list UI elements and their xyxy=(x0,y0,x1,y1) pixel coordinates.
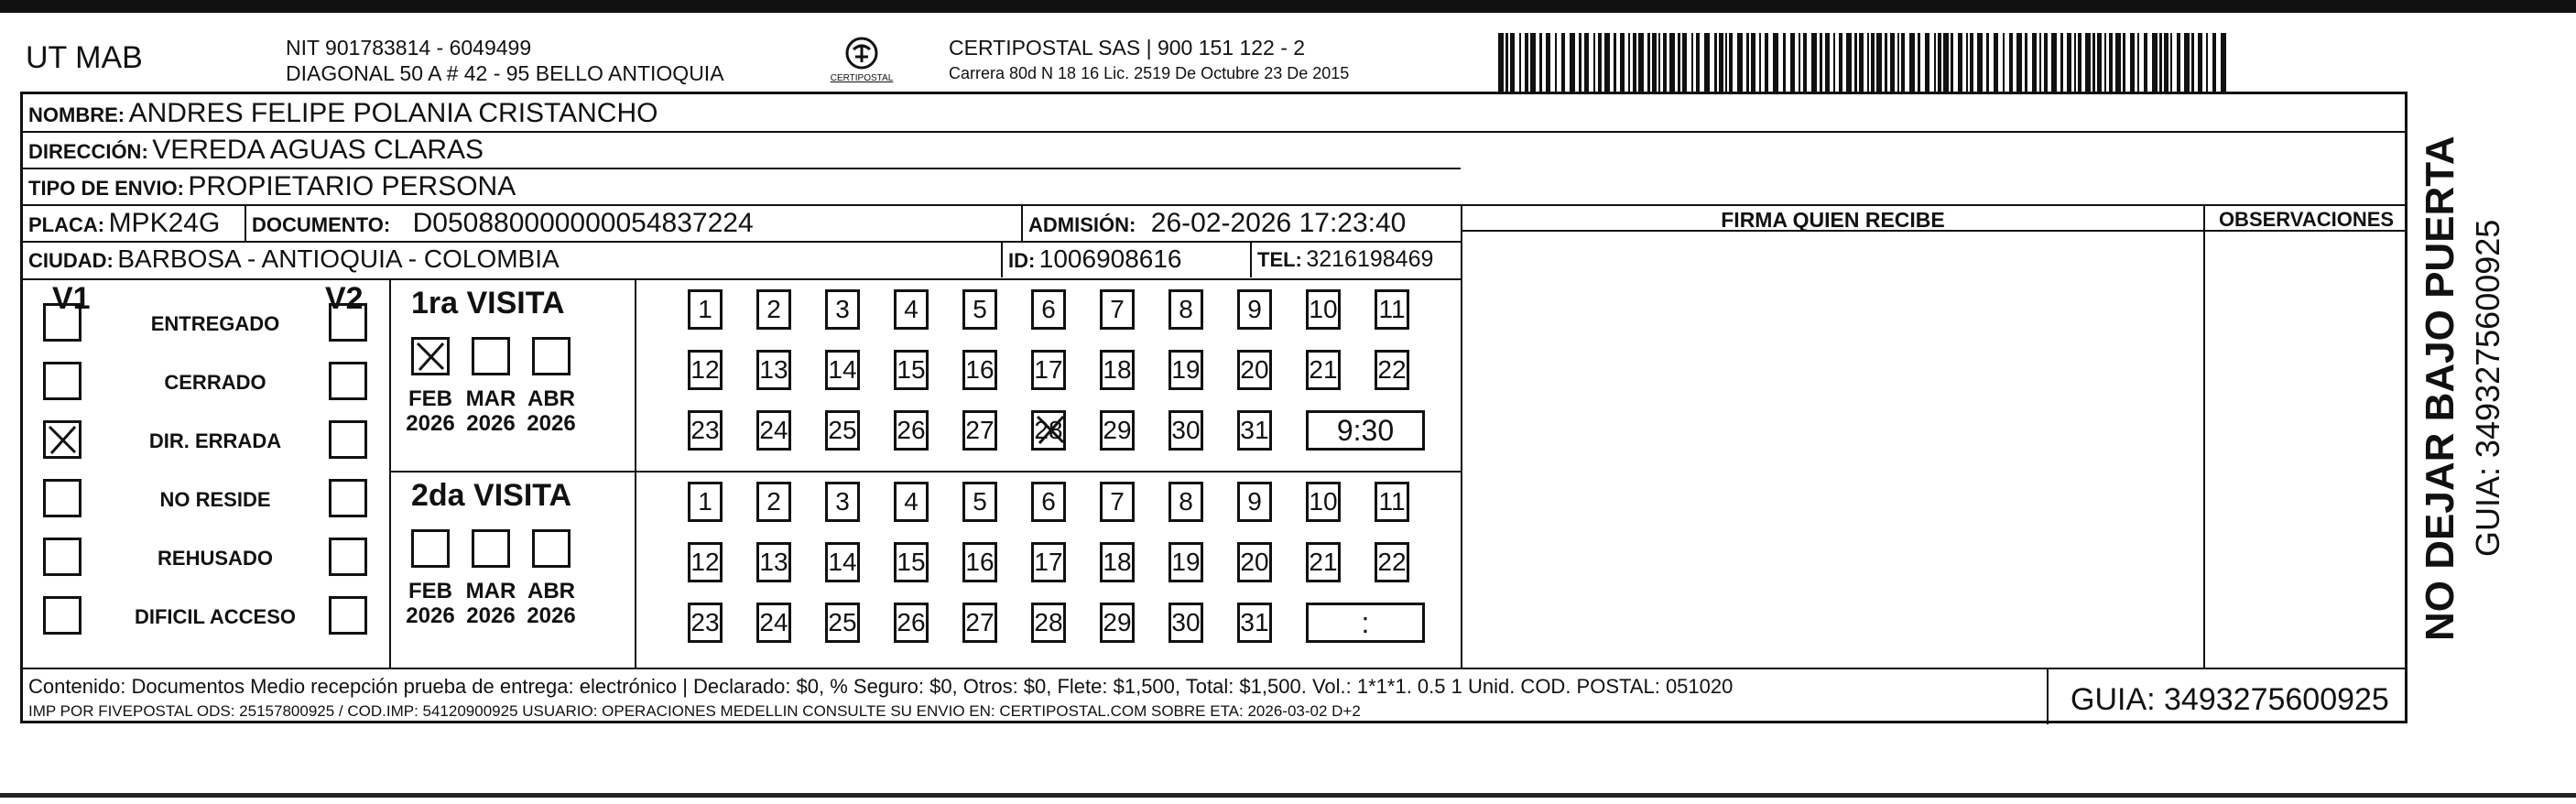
day-box[interactable]: 25 xyxy=(825,410,860,451)
day-box[interactable]: 10 xyxy=(1306,289,1341,330)
imp-text: IMP POR FIVEPOSTAL ODS: 25157800925 / COD.IMP: 54120900925 USUARIO: OPERACIONES MEDELLIN CONSULTE SU ENVIO EN: CERTIPOSTAL.COM SOBRE ETA: 2026-03-02 D+2 xyxy=(28,702,1361,720)
day-box[interactable]: 27 xyxy=(962,410,997,451)
day-box[interactable]: 11 xyxy=(1375,289,1409,330)
day-box[interactable]: 26 xyxy=(894,410,929,451)
month-checkbox[interactable] xyxy=(472,337,510,375)
direccion-label: DIRECCIÓN: xyxy=(28,140,148,163)
day-box[interactable]: 16 xyxy=(962,542,997,582)
ciudad-label: CIUDAD: xyxy=(28,249,114,272)
month-year: 2026 xyxy=(527,411,576,436)
day-box[interactable]: 17 xyxy=(1031,542,1066,582)
month-name: ABR xyxy=(527,386,575,411)
day-box[interactable]: 2 xyxy=(756,482,791,522)
day-box[interactable]: 7 xyxy=(1100,482,1135,522)
day-box[interactable]: 21 xyxy=(1306,350,1341,390)
month-name: ABR xyxy=(527,579,575,603)
day-box[interactable]: 12 xyxy=(688,350,723,390)
month-label xyxy=(403,386,458,436)
shipping-form xyxy=(20,92,2408,723)
day-box[interactable]: 1 xyxy=(688,289,723,330)
x-mark-icon xyxy=(414,340,447,373)
day-box[interactable]: 5 xyxy=(962,482,997,522)
v1-checkbox[interactable] xyxy=(43,303,82,342)
company-name: UT MAB xyxy=(26,40,143,75)
company-address: DIAGONAL 50 A # 42 - 95 BELLO ANTIOQUIA xyxy=(286,61,724,85)
day-box[interactable]: 11 xyxy=(1375,482,1409,522)
day-box[interactable]: 15 xyxy=(894,542,929,582)
day-box[interactable]: 22 xyxy=(1375,350,1409,390)
day-box[interactable]: 22 xyxy=(1375,542,1409,582)
admision-value: 26-02-2026 17:23:40 xyxy=(1150,208,1407,238)
status-label: DIR. ERRADA xyxy=(148,429,282,452)
nombre-value: ANDRES FELIPE POLANIA CRISTANCHO xyxy=(128,98,658,128)
v2-checkbox[interactable] xyxy=(329,420,367,459)
observaciones-header: OBSERVACIONES xyxy=(2218,208,2395,231)
day-box[interactable]: 10 xyxy=(1306,482,1341,522)
month-checkbox[interactable] xyxy=(472,529,510,568)
day-box[interactable]: 8 xyxy=(1168,482,1203,522)
day-box[interactable]: 31 xyxy=(1237,410,1272,451)
month-year: 2026 xyxy=(406,603,455,628)
day-box[interactable]: 16 xyxy=(962,350,997,390)
tipo-envio-label: TIPO DE ENVIO: xyxy=(28,177,184,200)
documento-label: DOCUMENTO: xyxy=(252,213,391,236)
top-edge xyxy=(0,0,2576,13)
day-box[interactable]: 13 xyxy=(756,350,791,390)
direccion-value: VEREDA AGUAS CLARAS xyxy=(152,135,484,165)
month-name: MAR xyxy=(465,579,516,603)
v1-checkbox[interactable] xyxy=(43,596,82,635)
day-box[interactable]: 28 xyxy=(1031,603,1066,643)
v2-checkbox[interactable] xyxy=(329,538,367,576)
no-dejar-warning: NO DEJAR BAJO PUERTA xyxy=(2418,136,2462,641)
day-box[interactable]: 30 xyxy=(1168,603,1203,643)
company-nit: NIT 901783814 - 6049499 xyxy=(286,36,532,60)
day-box[interactable]: 3 xyxy=(825,482,860,522)
barcode-image xyxy=(1498,33,2231,92)
day-box[interactable]: 6 xyxy=(1031,289,1066,330)
month-year: 2026 xyxy=(466,411,516,436)
day-box[interactable]: 14 xyxy=(825,542,860,582)
v2-checkbox[interactable] xyxy=(329,596,367,635)
day-box[interactable]: 9 xyxy=(1237,289,1272,330)
month-name: FEB xyxy=(408,579,452,603)
status-label: ENTREGADO xyxy=(150,312,280,335)
v1-checkbox[interactable] xyxy=(43,479,82,517)
month-checkbox[interactable] xyxy=(411,529,450,568)
day-box[interactable]: 28 xyxy=(1031,410,1066,451)
day-box[interactable]: 13 xyxy=(756,542,791,582)
day-box[interactable]: 17 xyxy=(1031,350,1066,390)
visit-title: 1ra VISITA xyxy=(411,286,565,321)
day-box[interactable]: 25 xyxy=(825,603,860,643)
day-box[interactable]: 15 xyxy=(894,350,929,390)
month-label xyxy=(403,579,458,628)
month-label xyxy=(463,579,518,628)
time-field[interactable]: 9:30 xyxy=(1306,410,1425,451)
v1-header: V1 xyxy=(52,281,91,316)
day-box[interactable]: 12 xyxy=(688,542,723,582)
day-box[interactable]: 26 xyxy=(894,603,929,643)
day-box[interactable]: 19 xyxy=(1168,350,1203,390)
month-label xyxy=(463,386,518,436)
day-box[interactable]: 24 xyxy=(756,603,791,643)
logo-text: CERTIPOSTAL xyxy=(830,73,894,83)
month-year: 2026 xyxy=(406,411,455,436)
day-box[interactable]: 5 xyxy=(962,289,997,330)
status-label: NO RESIDE xyxy=(159,488,271,511)
month-year: 2026 xyxy=(466,603,516,628)
day-box[interactable]: 21 xyxy=(1306,542,1341,582)
month-name: MAR xyxy=(465,386,516,411)
month-year: 2026 xyxy=(527,603,576,628)
status-label: DIFICIL ACCESO xyxy=(134,605,296,628)
day-box[interactable]: 6 xyxy=(1031,482,1066,522)
month-label xyxy=(524,386,579,436)
carrier-license: Carrera 80d N 18 16 Lic. 2519 De Octubre 23 De 2015 xyxy=(949,64,1350,82)
day-box[interactable]: 4 xyxy=(894,289,929,330)
tel-label: TEL: xyxy=(1257,248,1302,271)
day-box[interactable]: 2 xyxy=(756,289,791,330)
month-name: FEB xyxy=(408,386,452,411)
v2-checkbox[interactable] xyxy=(329,362,367,400)
status-label: CERRADO xyxy=(164,371,266,394)
status-label: REHUSADO xyxy=(158,547,273,570)
tipo-envio-value: PROPIETARIO PERSONA xyxy=(188,171,516,201)
tel-value: 3216198469 xyxy=(1306,246,1434,272)
x-mark-icon xyxy=(46,423,79,456)
day-box[interactable]: 29 xyxy=(1100,410,1135,451)
day-box[interactable]: 3 xyxy=(825,289,860,330)
time-field[interactable]: : xyxy=(1306,603,1425,643)
v2-checkbox[interactable] xyxy=(329,479,367,517)
month-checkbox[interactable] xyxy=(532,529,571,568)
day-box[interactable]: 4 xyxy=(894,482,929,522)
month-checkbox[interactable] xyxy=(532,337,571,375)
day-box[interactable]: 1 xyxy=(688,482,723,522)
day-box[interactable]: 31 xyxy=(1237,603,1272,643)
day-box[interactable]: 9 xyxy=(1237,482,1272,522)
day-box[interactable]: 8 xyxy=(1168,289,1203,330)
placa-value: MPK24G xyxy=(108,208,221,238)
nombre-label: NOMBRE: xyxy=(28,103,125,126)
day-box[interactable]: 14 xyxy=(825,350,860,390)
carrier-name: CERTIPOSTAL SAS | 900 151 122 - 2 xyxy=(949,36,1306,60)
day-box[interactable]: 27 xyxy=(962,603,997,643)
day-box[interactable]: 20 xyxy=(1237,542,1272,582)
v1-checkbox[interactable] xyxy=(43,538,82,576)
day-box[interactable]: 7 xyxy=(1100,289,1135,330)
id-value: 1006908616 xyxy=(1038,244,1182,273)
day-box[interactable]: 23 xyxy=(688,410,723,451)
certipostal-logo xyxy=(821,33,903,92)
day-box[interactable]: 23 xyxy=(688,603,723,643)
day-box[interactable]: 30 xyxy=(1168,410,1203,451)
v1-checkbox[interactable] xyxy=(43,362,82,400)
footer-guia: GUIA: 3493275600925 xyxy=(2071,682,2389,717)
admision-label: ADMISIÓN: xyxy=(1028,213,1136,236)
v1-checkbox[interactable] xyxy=(43,420,82,459)
month-checkbox[interactable] xyxy=(411,337,450,375)
ciudad-value: BARBOSA - ANTIOQUIA - COLOMBIA xyxy=(117,244,560,273)
side-guia: GUIA: 3493275600925 xyxy=(2469,219,2506,557)
day-box[interactable]: 24 xyxy=(756,410,791,451)
day-box[interactable]: 19 xyxy=(1168,542,1203,582)
bottom-rule xyxy=(0,793,2576,798)
day-box[interactable]: 18 xyxy=(1100,542,1135,582)
visit-title: 2da VISITA xyxy=(411,478,572,513)
firma-header: FIRMA QUIEN RECIBE xyxy=(1721,208,1945,232)
day-box[interactable]: 18 xyxy=(1100,350,1135,390)
day-box[interactable]: 20 xyxy=(1237,350,1272,390)
day-box[interactable]: 29 xyxy=(1100,603,1135,643)
id-label: ID: xyxy=(1008,249,1036,272)
month-label xyxy=(524,579,579,628)
x-mark-icon xyxy=(1034,413,1067,446)
v2-checkbox[interactable] xyxy=(329,303,367,342)
contenido-text: Contenido: Documentos Medio recepción prueba de entrega: electrónico | Declarado: $0, % Seguro: $0, Otros: $0, Flete: $1,500, Total: $1,500. Vol.: 1*1*1. 0.5 1 Unid. COD. POSTAL: 051020 xyxy=(28,675,1734,698)
v2-header: V2 xyxy=(325,281,364,316)
documento-value: D050880000000054837224 xyxy=(412,208,754,238)
placa-label: PLACA: xyxy=(28,213,105,236)
